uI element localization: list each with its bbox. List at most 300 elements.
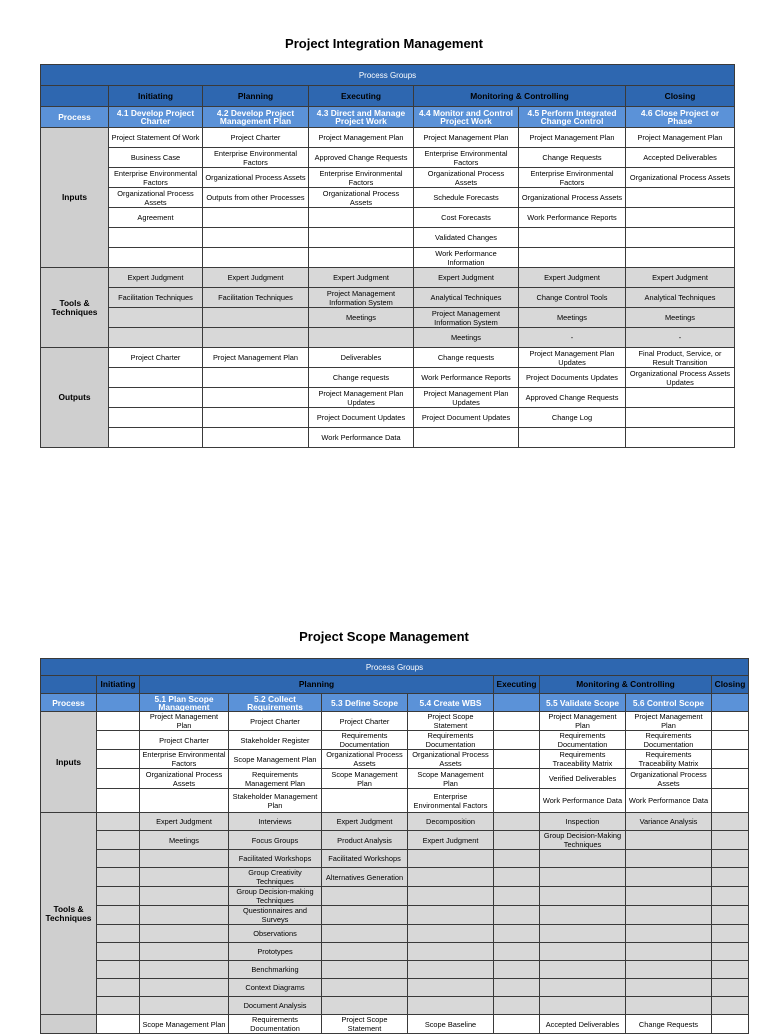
table-cell: Meetings <box>309 308 414 328</box>
table-cell: Project Management Plan <box>309 128 414 148</box>
table-cell <box>97 868 140 887</box>
table-cell: Enterprise Environmental Factors <box>309 168 414 188</box>
table-cell: Schedule Forecasts <box>414 188 519 208</box>
table-cell <box>97 887 140 906</box>
table-cell <box>626 868 712 887</box>
process-groups-header: Process Groups <box>41 65 735 86</box>
table-cell: Expert Judgment <box>626 268 735 288</box>
table-cell <box>408 997 494 1015</box>
table-cell <box>712 997 749 1015</box>
table-cell <box>712 789 749 813</box>
table-row <box>41 943 749 961</box>
table-cell <box>494 731 540 750</box>
table-cell: Facilitated Workshops <box>229 850 322 868</box>
table-cell <box>140 887 229 906</box>
table-cell: Expert Judgment <box>408 831 494 850</box>
table-cell: Variance Analysis <box>626 813 712 831</box>
table-cell <box>322 997 408 1015</box>
table-cell <box>203 308 309 328</box>
table-cell: Expert Judgment <box>203 268 309 288</box>
table-cell <box>626 850 712 868</box>
table-cell <box>97 906 140 925</box>
table-cell: Organizational Process Assets <box>140 769 229 789</box>
table-cell: Validated Changes <box>414 228 519 248</box>
process-name <box>494 694 540 712</box>
table-cell: Change requests <box>309 368 414 388</box>
table-cell: Enterprise Environmental Factors <box>519 168 626 188</box>
table-cell <box>97 750 140 769</box>
table-cell <box>309 248 414 268</box>
table-row <box>41 348 735 368</box>
table-cell: Context Diagrams <box>229 979 322 997</box>
table-cell: Cost Forecasts <box>414 208 519 228</box>
table-cell <box>140 943 229 961</box>
table-cell <box>626 228 735 248</box>
table-cell <box>408 906 494 925</box>
table-cell <box>626 831 712 850</box>
group-header: Executing <box>494 676 540 694</box>
table-cell <box>309 208 414 228</box>
table-cell <box>494 813 540 831</box>
tools-section-label: Tools & Techniques <box>41 813 97 1015</box>
table-cell <box>97 961 140 979</box>
table-cell <box>712 850 749 868</box>
group-header: Initiating <box>97 676 140 694</box>
table-cell: Change Log <box>519 408 626 428</box>
table-cell: Organizational Process Assets Updates <box>626 368 735 388</box>
table-cell <box>203 248 309 268</box>
table-cell: Product Analysis <box>322 831 408 850</box>
table-cell: Change Control Tools <box>519 288 626 308</box>
table-cell: Meetings <box>519 308 626 328</box>
table-cell: Meetings <box>140 831 229 850</box>
table-cell <box>519 428 626 448</box>
table-cell <box>140 906 229 925</box>
table-cell <box>712 769 749 789</box>
table-cell <box>712 813 749 831</box>
table-cell <box>626 961 712 979</box>
table-cell: - <box>626 328 735 348</box>
table-cell: Business Case <box>109 148 203 168</box>
table-cell: Project Management Plan <box>626 712 712 731</box>
table-cell <box>494 850 540 868</box>
table-cell: Stakeholder Management Plan <box>229 789 322 813</box>
table-cell <box>322 887 408 906</box>
table-cell <box>626 943 712 961</box>
table-cell: Scope Management Plan <box>140 1015 229 1034</box>
table-cell: Requirements Management Plan <box>229 769 322 789</box>
table-cell: Scope Management Plan <box>322 769 408 789</box>
table-cell: Focus Groups <box>229 831 322 850</box>
table-row <box>41 408 735 428</box>
table-cell: Organizational Process Assets <box>626 769 712 789</box>
table-cell: Project Management Plan Updates <box>519 348 626 368</box>
table-cell <box>494 979 540 997</box>
table-cell <box>494 906 540 925</box>
group-header: Monitoring & Controlling <box>414 86 626 107</box>
table-row <box>41 128 735 148</box>
table-row <box>41 1015 749 1034</box>
table-cell: Organizational Process Assets <box>414 168 519 188</box>
table-cell <box>712 712 749 731</box>
table-cell: Project Management Plan Updates <box>309 388 414 408</box>
table-cell: Organizational Process Assets <box>408 750 494 769</box>
table-cell: Meetings <box>414 328 519 348</box>
table-cell <box>712 1015 749 1034</box>
table-cell <box>97 943 140 961</box>
table-cell: Work Performance Information <box>414 248 519 268</box>
table-cell <box>109 228 203 248</box>
table-cell: Work Performance Data <box>540 789 626 813</box>
table-cell: Requirements Documentation <box>408 731 494 750</box>
table-cell: Project Scope Statement <box>322 1015 408 1034</box>
table-cell <box>97 979 140 997</box>
group-header: Monitoring & Controlling <box>540 676 712 694</box>
table-cell <box>97 850 140 868</box>
table-cell: Change requests <box>414 348 519 368</box>
table-cell: Facilitation Techniques <box>203 288 309 308</box>
table-cell <box>203 228 309 248</box>
table-cell: Requirements Traceability Matrix <box>626 750 712 769</box>
table-cell <box>140 961 229 979</box>
table-cell <box>408 850 494 868</box>
table-cell <box>109 368 203 388</box>
table-cell <box>540 961 626 979</box>
table-cell <box>203 328 309 348</box>
process-name: 5.5 Validate Scope <box>540 694 626 712</box>
table-cell <box>203 388 309 408</box>
process-name <box>97 694 140 712</box>
table-cell: Project Management Plan Updates <box>414 388 519 408</box>
table-row <box>41 831 749 850</box>
table-cell <box>494 997 540 1015</box>
table-cell: Project Charter <box>140 731 229 750</box>
table-cell <box>97 925 140 943</box>
table-row <box>41 368 735 388</box>
table-cell: - <box>519 328 626 348</box>
table-cell <box>408 961 494 979</box>
table-cell <box>626 188 735 208</box>
table-cell <box>540 925 626 943</box>
table-cell <box>494 943 540 961</box>
table-cell: Organizational Process Assets <box>322 750 408 769</box>
table-cell <box>626 887 712 906</box>
table-cell: Accepted Deliverables <box>540 1015 626 1034</box>
table-cell <box>540 997 626 1015</box>
table-row <box>41 850 749 868</box>
process-name: 4.3 Direct and Manage Project Work <box>309 107 414 128</box>
table-row <box>41 188 735 208</box>
table-cell: Project Charter <box>109 348 203 368</box>
table-cell <box>494 887 540 906</box>
table-cell: Project Document Updates <box>414 408 519 428</box>
table-cell <box>408 979 494 997</box>
table-cell <box>519 228 626 248</box>
table-cell <box>626 408 735 428</box>
table-row <box>41 676 749 694</box>
table-row <box>41 997 749 1015</box>
table-cell <box>626 388 735 408</box>
table-cell <box>309 328 414 348</box>
table-row <box>41 925 749 943</box>
table-row <box>41 961 749 979</box>
table-cell: Expert Judgment <box>140 813 229 831</box>
table-cell: Project Management Plan <box>140 712 229 731</box>
table-cell <box>519 248 626 268</box>
table-cell: Verified Deliverables <box>540 769 626 789</box>
table-row <box>41 268 735 288</box>
table-cell: Observations <box>229 925 322 943</box>
table-cell: Work Performance Data <box>309 428 414 448</box>
table-cell: Decomposition <box>408 813 494 831</box>
table-cell <box>140 868 229 887</box>
table-cell <box>712 943 749 961</box>
process-name: 5.4 Create WBS <box>408 694 494 712</box>
tools-section-label: Tools & Techniques <box>41 268 109 348</box>
table-cell <box>626 997 712 1015</box>
process-name: 4.6 Close Project or Phase <box>626 107 735 128</box>
table-cell <box>540 906 626 925</box>
table-cell: Organizational Process Assets <box>203 168 309 188</box>
table-cell: Project Statement Of Work <box>109 128 203 148</box>
process-label: Process <box>41 107 109 128</box>
table-row <box>41 86 735 107</box>
table-cell <box>97 997 140 1015</box>
table-cell <box>140 789 229 813</box>
table-cell <box>494 789 540 813</box>
group-header: Closing <box>626 86 735 107</box>
table-cell <box>494 769 540 789</box>
table-cell: Group Decision-Making Techniques <box>540 831 626 850</box>
table-cell <box>322 789 408 813</box>
table-cell: Prototypes <box>229 943 322 961</box>
table-cell: Enterprise Environmental Factors <box>414 148 519 168</box>
table-cell: Requirements Documentation <box>229 1015 322 1034</box>
table-row <box>41 288 735 308</box>
table-cell: Enterprise Environmental Factors <box>109 168 203 188</box>
table-cell: Enterprise Environmental Factors <box>140 750 229 769</box>
process-label: Process <box>41 694 97 712</box>
table-row <box>41 148 735 168</box>
table-cell <box>97 831 140 850</box>
table-cell: Project Document Updates <box>309 408 414 428</box>
table-cell: Approved Change Requests <box>309 148 414 168</box>
table-cell <box>408 925 494 943</box>
table-cell: Facilitated Workshops <box>322 850 408 868</box>
table-cell: Work Performance Reports <box>414 368 519 388</box>
table-cell <box>540 887 626 906</box>
scope-table <box>40 658 749 1034</box>
table-cell <box>494 750 540 769</box>
table-cell <box>414 428 519 448</box>
table-cell <box>203 368 309 388</box>
group-header: Initiating <box>109 86 203 107</box>
inputs-section-label: Inputs <box>41 712 97 813</box>
table-cell <box>626 906 712 925</box>
table-cell: Group Creativity Techniques <box>229 868 322 887</box>
table-cell: Organizational Process Assets <box>309 188 414 208</box>
table-cell: Project Charter <box>322 712 408 731</box>
table-cell: Project Management Plan <box>414 128 519 148</box>
process-name: 5.6 Control Scope <box>626 694 712 712</box>
table-cell: Scope Baseline <box>408 1015 494 1034</box>
table-cell: Project Documents Updates <box>519 368 626 388</box>
table-cell: Requirements Documentation <box>322 731 408 750</box>
corner-cell <box>41 676 97 694</box>
table-cell: Outputs from other Processes <box>203 188 309 208</box>
table-row <box>41 868 749 887</box>
table-cell: Benchmarking <box>229 961 322 979</box>
table-cell <box>494 961 540 979</box>
table-cell <box>712 887 749 906</box>
table-cell <box>97 769 140 789</box>
table-cell: Project Charter <box>203 128 309 148</box>
table-cell: Expert Judgment <box>322 813 408 831</box>
table-cell: Scope Management Plan <box>408 769 494 789</box>
table-cell <box>203 208 309 228</box>
table-cell <box>109 248 203 268</box>
table-cell: Work Performance Data <box>626 789 712 813</box>
table-cell: Alternatives Generation <box>322 868 408 887</box>
table-row <box>41 731 749 750</box>
table-row <box>41 979 749 997</box>
table-cell <box>540 943 626 961</box>
table-cell: Project Management Information System <box>414 308 519 328</box>
table-cell <box>494 868 540 887</box>
table-cell: Organizational Process Assets <box>109 188 203 208</box>
table-cell <box>109 308 203 328</box>
table-row <box>41 168 735 188</box>
table-row <box>41 107 735 128</box>
table-cell <box>494 925 540 943</box>
table-cell <box>97 1015 140 1034</box>
corner-cell <box>41 86 109 107</box>
table-row <box>41 694 749 712</box>
table-cell: Inspection <box>540 813 626 831</box>
table-cell: Stakeholder Register <box>229 731 322 750</box>
table-cell <box>322 925 408 943</box>
table-cell <box>322 906 408 925</box>
table-cell: Facilitation Techniques <box>109 288 203 308</box>
table-cell <box>203 428 309 448</box>
table-row <box>41 228 735 248</box>
table-cell: Requirements Traceability Matrix <box>540 750 626 769</box>
integration-title: Project Integration Management <box>285 36 483 51</box>
table-cell <box>626 428 735 448</box>
group-header: Closing <box>712 676 749 694</box>
table-cell <box>626 979 712 997</box>
table-cell <box>626 208 735 228</box>
table-cell <box>540 979 626 997</box>
process-groups-header: Process Groups <box>41 659 749 676</box>
table-cell: Project Management Plan <box>203 348 309 368</box>
table-cell <box>109 388 203 408</box>
table-cell <box>712 979 749 997</box>
table-cell: Group Decision-making Techniques <box>229 887 322 906</box>
process-name: 5.2 Collect Requirements <box>229 694 322 712</box>
table-cell <box>140 925 229 943</box>
table-cell <box>140 850 229 868</box>
table-cell <box>540 850 626 868</box>
table-cell: Agreement <box>109 208 203 228</box>
table-row <box>41 906 749 925</box>
table-cell <box>97 731 140 750</box>
table-cell: Requirements Documentation <box>540 731 626 750</box>
table-cell <box>309 228 414 248</box>
table-cell: Expert Judgment <box>414 268 519 288</box>
table-cell <box>109 408 203 428</box>
table-cell <box>408 868 494 887</box>
table-cell <box>712 831 749 850</box>
table-cell <box>97 813 140 831</box>
outputs-section-label <box>41 1015 97 1034</box>
table-cell <box>712 750 749 769</box>
table-cell <box>408 887 494 906</box>
process-name: 4.5 Perform Integrated Change Control <box>519 107 626 128</box>
table-cell <box>140 979 229 997</box>
table-row <box>41 887 749 906</box>
table-row <box>41 65 735 86</box>
table-cell: Approved Change Requests <box>519 388 626 408</box>
table-row <box>41 813 749 831</box>
table-cell: Expert Judgment <box>309 268 414 288</box>
process-name: 4.1 Develop Project Charter <box>109 107 203 128</box>
table-cell: Deliverables <box>309 348 414 368</box>
table-cell: Document Analysis <box>229 997 322 1015</box>
table-cell <box>494 831 540 850</box>
group-header: Planning <box>203 86 309 107</box>
table-cell <box>540 868 626 887</box>
table-cell: Enterprise Environmental Factors <box>408 789 494 813</box>
integration-table <box>40 64 735 448</box>
table-cell <box>712 925 749 943</box>
table-cell: Organizational Process Assets <box>626 168 735 188</box>
table-cell <box>494 712 540 731</box>
table-row <box>41 388 735 408</box>
table-cell: Analytical Techniques <box>414 288 519 308</box>
table-cell <box>97 712 140 731</box>
table-cell <box>494 1015 540 1034</box>
table-cell <box>109 328 203 348</box>
table-cell <box>97 789 140 813</box>
table-row <box>41 789 749 813</box>
table-row <box>41 428 735 448</box>
table-cell <box>712 906 749 925</box>
table-row <box>41 208 735 228</box>
table-cell <box>626 925 712 943</box>
table-cell: Accepted Deliverables <box>626 148 735 168</box>
table-cell: Interviews <box>229 813 322 831</box>
table-row <box>41 750 749 769</box>
table-cell <box>712 868 749 887</box>
table-cell <box>322 961 408 979</box>
table-row <box>41 308 735 328</box>
table-cell: Analytical Techniques <box>626 288 735 308</box>
table-cell <box>408 943 494 961</box>
table-cell: Change Requests <box>519 148 626 168</box>
process-name: 4.4 Monitor and Control Project Work <box>414 107 519 128</box>
scope-title: Project Scope Management <box>299 629 469 644</box>
table-cell: Expert Judgment <box>519 268 626 288</box>
table-cell: Project Management Plan <box>540 712 626 731</box>
table-cell <box>322 943 408 961</box>
table-cell: Questionnaires and Surveys <box>229 906 322 925</box>
table-row <box>41 659 749 676</box>
table-cell <box>626 248 735 268</box>
outputs-section-label: Outputs <box>41 348 109 448</box>
inputs-section-label: Inputs <box>41 128 109 268</box>
table-cell: Project Scope Statement <box>408 712 494 731</box>
